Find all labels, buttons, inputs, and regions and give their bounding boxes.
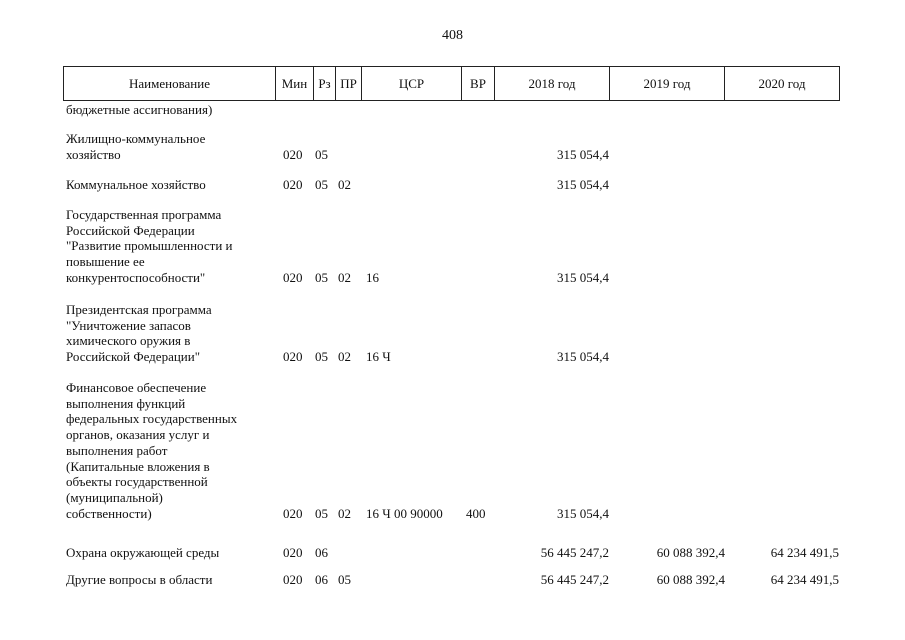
cell-min: 020	[283, 177, 303, 192]
row-name-line: "Уничтожение запасов	[66, 317, 191, 333]
cell-2019: 60 088 392,4	[656, 545, 725, 560]
cell-min: 020	[283, 545, 303, 560]
row-name	[66, 380, 270, 521]
cell-rz: 05	[315, 505, 328, 521]
cell-pr: 02	[338, 177, 351, 192]
header-min: Мин	[275, 67, 313, 100]
row-name-line: Коммунальное хозяйство	[66, 177, 206, 192]
row-name-line: федеральных государственных	[66, 411, 238, 427]
cell-csr: 16 Ч	[366, 349, 391, 365]
row-name-line: Российской Федерации"	[66, 349, 201, 365]
cell-pr: 02	[338, 349, 351, 365]
row-name-line: Охрана окружающей среды	[66, 545, 220, 560]
cell-vr: 400	[466, 505, 486, 521]
cell-min: 020	[283, 146, 303, 162]
cell-2018: 315 054,4	[557, 505, 609, 521]
row-name-line: Президентская программа	[66, 302, 212, 317]
table-header	[63, 66, 840, 101]
cell-2019: 60 088 392,4	[656, 572, 725, 587]
cell-rz: 05	[315, 177, 328, 192]
row-name	[66, 302, 270, 365]
cell-2018: 56 445 247,2	[540, 572, 609, 587]
cell-pr: 02	[338, 269, 351, 285]
header-vr: ВР	[461, 67, 494, 100]
row-name-line: Жилищно-коммунальное	[66, 131, 206, 146]
header-csr: ЦСР	[361, 67, 461, 100]
cell-pr: 02	[338, 505, 351, 521]
row-name	[66, 102, 270, 118]
header-2018: 2018 год	[494, 67, 609, 100]
row-name-line: Другие вопросы в области	[66, 572, 213, 587]
row-name-line: "Развитие промышленности и	[66, 238, 233, 254]
cell-min: 020	[283, 572, 303, 587]
cell-min: 020	[283, 349, 303, 365]
row-name-line: Российской Федерации	[66, 222, 195, 238]
row-name-line: выполнения функций	[66, 395, 186, 411]
row-name-line: объекты государственной	[66, 474, 208, 490]
row-name-line: хозяйство	[66, 146, 121, 162]
header-name: Наименование	[129, 75, 210, 91]
row-name	[66, 131, 270, 162]
row-name-line: выполнения работ	[66, 442, 168, 458]
cell-csr: 16	[366, 269, 379, 285]
cell-2018: 315 054,4	[557, 349, 609, 365]
row-name-line: Финансовое обеспечение	[66, 380, 207, 395]
header-2019: 2019 год	[609, 67, 724, 100]
cell-rz: 06	[315, 545, 328, 560]
cell-min: 020	[283, 505, 303, 521]
cell-2018: 315 054,4	[557, 146, 609, 162]
row-name	[66, 545, 270, 561]
cell-min: 020	[283, 269, 303, 285]
cell-rz: 05	[315, 146, 328, 162]
row-name-line: бюджетные ассигнования)	[66, 102, 213, 117]
row-name-line: органов, оказания услуг и	[66, 427, 210, 443]
row-name-line: (Капитальные вложения в	[66, 458, 210, 474]
cell-csr: 16 Ч 00 90000	[366, 505, 443, 521]
header-rz: Рз	[313, 67, 335, 100]
row-name	[66, 177, 270, 193]
cell-pr: 05	[338, 572, 351, 587]
row-name-line: (муниципальной)	[66, 489, 163, 505]
page-number: 408	[442, 28, 463, 43]
cell-2018: 315 054,4	[557, 177, 609, 192]
cell-2018: 56 445 247,2	[540, 545, 609, 560]
row-name-line: собственности)	[66, 505, 152, 521]
row-name-line: повышение ее	[66, 254, 145, 270]
cell-rz: 05	[315, 349, 328, 365]
row-name-line: химического оружия в	[66, 333, 191, 349]
row-name	[66, 572, 270, 588]
cell-rz: 06	[315, 572, 328, 587]
header-2020: 2020 год	[724, 67, 839, 100]
header-pr: ПР	[335, 67, 361, 100]
cell-2020: 64 234 491,5	[770, 545, 839, 560]
row-name	[66, 207, 270, 286]
cell-2020: 64 234 491,5	[770, 572, 839, 587]
row-name-line: конкурентоспособности"	[66, 269, 206, 285]
row-name-line: Государственная программа	[66, 207, 222, 222]
cell-rz: 05	[315, 269, 328, 285]
cell-2018: 315 054,4	[557, 269, 609, 285]
